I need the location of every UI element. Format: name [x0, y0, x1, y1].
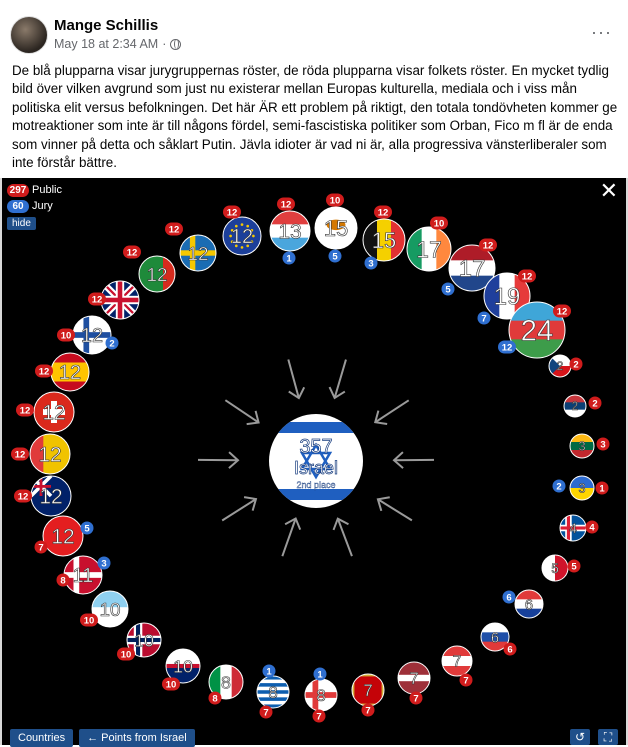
jury-points-badge	[314, 668, 327, 681]
public-points-badge	[570, 358, 583, 371]
svg-text:1: 1	[266, 667, 272, 678]
country-total: 12	[231, 226, 253, 248]
svg-text:12: 12	[169, 225, 180, 236]
public-label: Public	[32, 184, 62, 196]
jury-points-badge	[98, 557, 111, 570]
public-points-badge	[586, 521, 599, 534]
country-bubble-albania[interactable]	[43, 516, 83, 556]
public-points-badge	[374, 206, 392, 219]
country-total: 12	[187, 244, 208, 265]
country-total: 12	[42, 402, 65, 425]
public-points-badge	[35, 541, 48, 554]
svg-text:7: 7	[263, 708, 268, 719]
svg-text:2: 2	[556, 482, 561, 493]
svg-text:7: 7	[38, 543, 43, 554]
public-points-badge	[162, 678, 180, 691]
public-points-badge	[553, 305, 571, 318]
svg-text:2: 2	[573, 360, 578, 371]
svg-text:8: 8	[212, 694, 217, 705]
jury-points-badge	[365, 257, 378, 270]
public-points-badge	[568, 560, 581, 573]
svg-text:3: 3	[600, 440, 605, 451]
post-header	[10, 14, 618, 54]
globe-icon	[170, 39, 181, 50]
public-points-badge	[410, 692, 423, 705]
jury-total-badge: 60	[7, 200, 29, 213]
jury-points-badge	[106, 337, 119, 350]
scoreboard-svg	[2, 178, 626, 745]
replay-icon[interactable]: ↺	[570, 729, 590, 745]
country-bubble-luxembourg[interactable]	[270, 211, 310, 252]
country-total: 11	[73, 565, 94, 587]
svg-text:12: 12	[522, 272, 533, 283]
country-total: 8	[316, 686, 325, 705]
country-total: 15	[372, 228, 397, 253]
country-bubble-latvia[interactable]	[398, 662, 430, 695]
pointer-arrow	[225, 400, 258, 424]
svg-text:7: 7	[316, 712, 321, 723]
svg-text:3: 3	[101, 559, 106, 570]
public-points-badge	[35, 365, 53, 378]
bottom-toolbar	[10, 729, 195, 747]
country-bubble-sweden[interactable]	[180, 235, 216, 271]
svg-text:6: 6	[507, 645, 512, 656]
more-options-button[interactable]: ···	[591, 22, 612, 43]
country-total: 7	[363, 681, 372, 700]
svg-text:6: 6	[506, 593, 511, 604]
country-total: 6	[525, 597, 533, 613]
center-country: Israel	[294, 458, 338, 478]
public-points-badge	[57, 574, 70, 587]
meta-separator: ·	[162, 37, 166, 51]
jury-points-badge	[478, 312, 491, 325]
svg-text:7: 7	[413, 694, 418, 705]
country-bubble-croatia[interactable]	[515, 590, 543, 619]
scoreboard-visualization[interactable]	[0, 178, 628, 745]
country-total: 19	[494, 284, 521, 311]
country-bubble-belgium[interactable]	[363, 219, 406, 261]
public-points-badge	[11, 448, 29, 461]
jury-points-badge	[442, 283, 455, 296]
country-bubble-germany[interactable]	[30, 434, 71, 474]
svg-text:2: 2	[109, 339, 114, 350]
svg-text:12: 12	[378, 208, 389, 219]
svg-text:10: 10	[121, 650, 132, 661]
country-total: 10	[99, 600, 120, 621]
public-points-badge	[209, 692, 222, 705]
jury-label: Jury	[32, 200, 53, 212]
avatar[interactable]	[10, 16, 48, 54]
country-total: 8	[221, 672, 231, 692]
legend	[7, 182, 62, 230]
country-bubble-cyprus[interactable]	[315, 207, 357, 249]
country-total: 17	[459, 256, 486, 283]
country-bubble-ukraine[interactable]	[570, 476, 594, 501]
country-total: 13	[278, 221, 301, 244]
country-total: 10	[134, 630, 154, 650]
country-total: 8	[268, 683, 277, 702]
country-bubble-serbia[interactable]	[564, 395, 586, 418]
public-points-badge	[596, 482, 609, 495]
viz-controls	[570, 729, 618, 745]
public-points-badge	[88, 293, 106, 306]
svg-text:10: 10	[166, 680, 177, 691]
svg-text:12: 12	[483, 241, 494, 252]
svg-text:7: 7	[463, 676, 468, 687]
country-total: 12	[39, 486, 62, 509]
svg-text:1: 1	[317, 670, 323, 681]
svg-text:12: 12	[227, 208, 238, 219]
svg-text:10: 10	[61, 331, 72, 342]
public-points-badge	[479, 239, 497, 252]
public-points-badge	[597, 438, 610, 451]
country-bubble-switzerland[interactable]	[34, 392, 74, 432]
public-points-badge	[589, 397, 602, 410]
country-bubble-denmark[interactable]	[64, 556, 102, 594]
jury-points-badge	[553, 480, 566, 493]
country-total: 6	[491, 630, 499, 646]
country-bubble-czech[interactable]	[549, 355, 571, 377]
country-bubble-australia[interactable]	[31, 476, 71, 516]
country-total: 10	[173, 656, 193, 676]
svg-text:3: 3	[368, 259, 373, 270]
pointer-arrow	[394, 452, 434, 468]
country-total: 7	[409, 669, 418, 688]
country-total: 7	[453, 654, 462, 671]
country-total: 12	[51, 526, 74, 549]
svg-text:10: 10	[434, 219, 445, 230]
public-points-badge	[80, 614, 98, 627]
svg-text:12: 12	[18, 492, 29, 503]
country-total: 12	[81, 325, 103, 347]
public-points-badge	[117, 648, 135, 661]
public-points-badge	[123, 246, 141, 259]
pointer-arrow	[375, 400, 408, 424]
public-points-badge	[430, 217, 448, 230]
public-points-badge	[57, 329, 75, 342]
country-bubble-greece[interactable]	[257, 676, 289, 709]
countries-button[interactable]: Countries	[10, 729, 73, 747]
public-points-badge	[165, 223, 183, 236]
public-points-badge	[16, 404, 34, 417]
post-meta	[54, 37, 181, 51]
jury-points-badge	[81, 522, 94, 535]
country-bubble-lithuania[interactable]	[570, 434, 594, 459]
country-total: 3	[578, 440, 585, 454]
country-bubble-georgia[interactable]	[305, 679, 337, 711]
svg-text:5: 5	[332, 252, 338, 263]
country-total: 12	[59, 362, 81, 384]
svg-text:5: 5	[571, 562, 577, 573]
country-total: 12	[38, 444, 61, 467]
jury-points-badge	[329, 250, 342, 263]
svg-text:7: 7	[481, 314, 486, 325]
country-total: 3	[578, 482, 585, 496]
israel-center	[269, 414, 363, 508]
svg-text:4: 4	[589, 523, 595, 534]
country-bubble-uk[interactable]	[101, 281, 139, 319]
public-points-badge	[504, 643, 517, 656]
pointer-arrow	[282, 518, 300, 556]
svg-text:5: 5	[84, 524, 90, 535]
country-bubble-finland[interactable]	[73, 316, 111, 354]
pointer-arrow	[330, 360, 346, 398]
country-bubble-malta[interactable]	[542, 555, 569, 581]
author-name[interactable]: Mange Schillis	[54, 17, 158, 34]
svg-text:8: 8	[60, 576, 65, 587]
country-bubble-montenegro[interactable]	[352, 674, 384, 706]
svg-text:12: 12	[502, 343, 513, 354]
svg-text:1: 1	[286, 254, 292, 265]
svg-text:12: 12	[92, 295, 103, 306]
country-total: 15	[324, 216, 349, 241]
center-points: 357	[299, 436, 332, 458]
country-bubble-ireland[interactable]	[407, 227, 452, 271]
public-points-badge	[313, 710, 326, 723]
public-points-badge	[223, 206, 241, 219]
country-bubble-greenred[interactable]	[139, 256, 176, 292]
public-points-badge	[460, 674, 473, 687]
points-from-button[interactable]: ← Points from Israel	[79, 729, 195, 747]
pointer-arrow	[288, 359, 304, 398]
country-bubble-iceland[interactable]	[560, 515, 586, 541]
svg-text:12: 12	[39, 367, 50, 378]
svg-text:7: 7	[365, 706, 370, 717]
pointer-arrow	[378, 497, 412, 520]
svg-text:10: 10	[84, 616, 95, 627]
svg-text:1: 1	[599, 484, 605, 495]
svg-text:12: 12	[557, 307, 568, 318]
jury-points-badge	[498, 341, 516, 354]
center-place: 2nd place	[296, 480, 335, 490]
country-total: 5	[551, 561, 559, 576]
public-points-badge	[14, 490, 32, 503]
svg-text:2: 2	[592, 399, 597, 410]
svg-text:12: 12	[281, 200, 292, 211]
country-total: 2	[572, 401, 578, 413]
svg-text:10: 10	[330, 196, 341, 207]
country-total: 2	[557, 361, 563, 373]
hide-button[interactable]: hide	[7, 217, 36, 230]
country-total: 24	[521, 315, 554, 348]
svg-text:12: 12	[20, 406, 31, 417]
country-bubble-spain[interactable]	[51, 353, 89, 392]
jury-points-badge	[503, 591, 516, 604]
pointer-arrow	[334, 519, 352, 556]
country-bubble-austria[interactable]	[442, 646, 472, 677]
country-bubble-europe[interactable]	[223, 217, 261, 255]
svg-text:12: 12	[127, 248, 138, 259]
pointer-arrow	[222, 497, 256, 520]
public-points-badge	[277, 198, 295, 211]
close-icon[interactable]: ✕	[600, 178, 618, 204]
country-total: 4	[569, 521, 577, 536]
svg-text:5: 5	[445, 285, 451, 296]
country-total: 17	[416, 236, 442, 262]
pointer-arrow	[198, 452, 238, 468]
country-total: 12	[146, 265, 167, 286]
public-points-badge	[260, 706, 273, 719]
public-points-badge	[518, 270, 536, 283]
post-timestamp[interactable]: May 18 at 2:34 AM	[54, 37, 158, 51]
jury-points-badge	[283, 252, 296, 265]
svg-text:12: 12	[15, 450, 26, 461]
public-points-badge	[362, 704, 375, 717]
post-text: De blå plupparna visar jurygruppernas röster, de röda plupparna visar folkets röster. En mycket tydlig bild över vilken avgrund som just nu existerar mellan Europas kulturella, mediala och i viss mån politiska elit versus befolkningen. Det här ÄR ett problem på riktigt, den totala tondövheten kommer ge motreaktioner som inte är till någons fördel, semi-fascistiska politiker som Orban, Fico m fl är de enda som vinner på detta och såklart Putin. Jävla idioter är vad ni är, alla progressiva vänsterliberaler som inte förstår bättre.	[12, 62, 618, 172]
public-points-badge	[326, 194, 344, 207]
public-total-badge: 297	[7, 184, 29, 197]
fullscreen-icon[interactable]: ⛶	[598, 729, 618, 745]
jury-points-badge	[263, 665, 276, 678]
